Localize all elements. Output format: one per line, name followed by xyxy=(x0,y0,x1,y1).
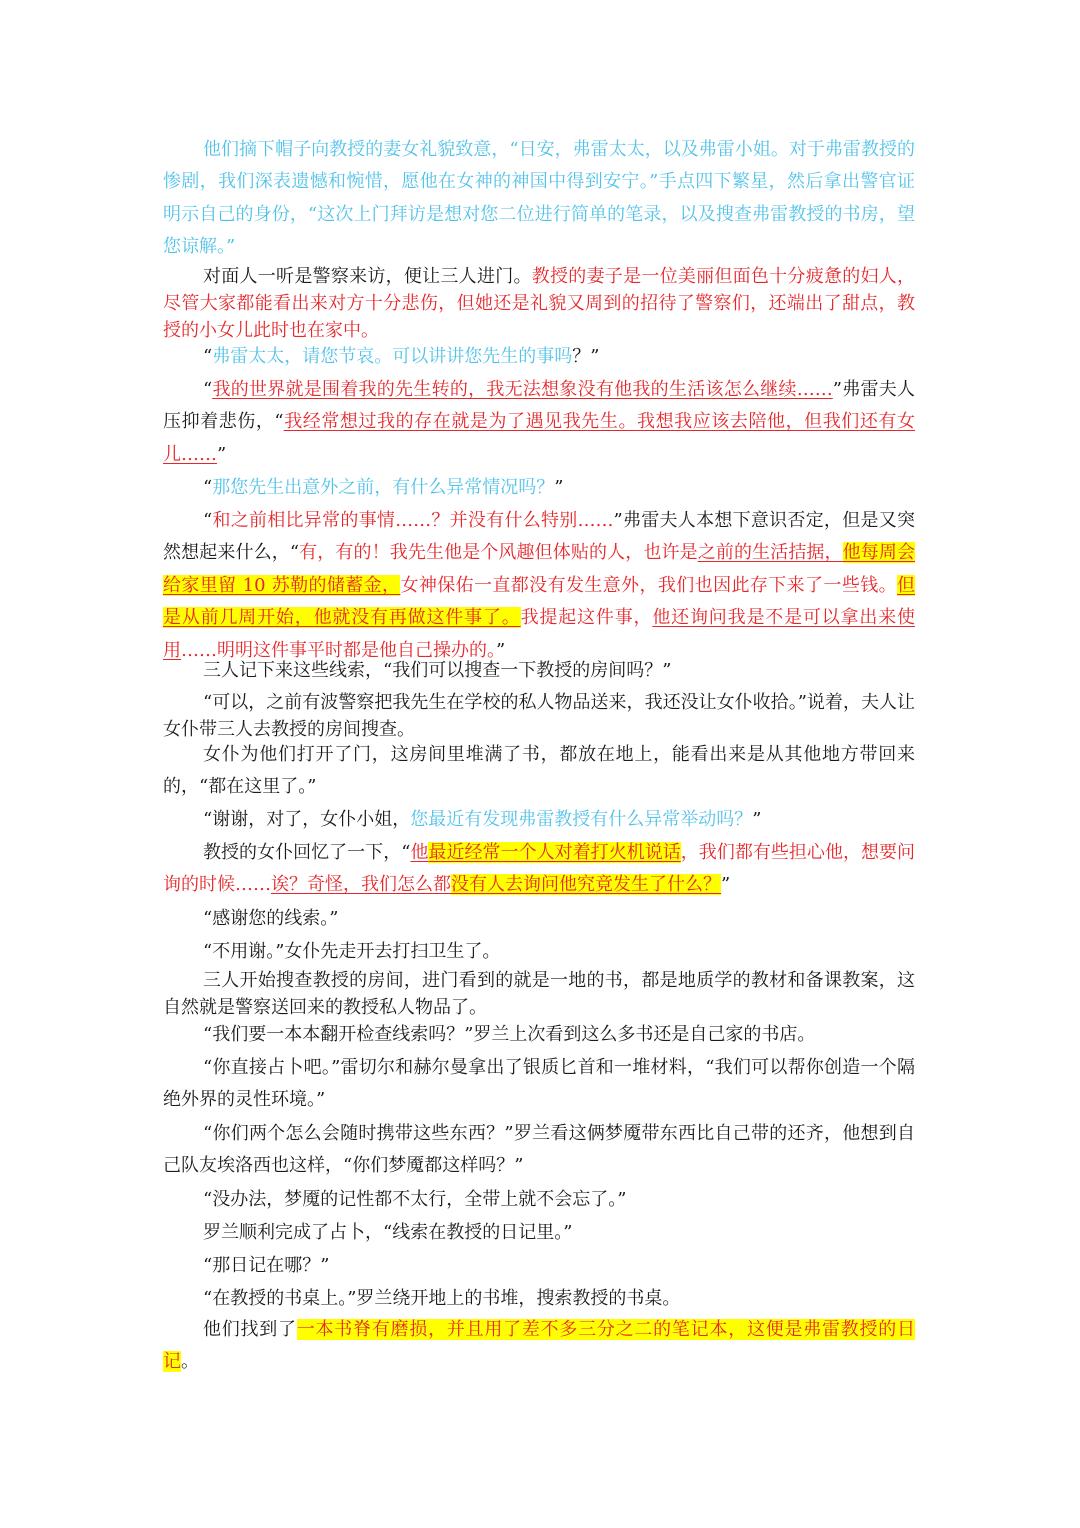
text-segment: 之前的生活拮据， xyxy=(697,542,843,564)
text-segment: ” xyxy=(217,443,227,465)
text-segment: 。 xyxy=(181,1351,199,1373)
text-segment: 弗雷太太，请您节哀。可以讲讲您先生的事吗 xyxy=(212,346,573,367)
paragraph xyxy=(163,1250,915,1282)
text-segment: “你直接占卜吧。”雷切尔和赫尔曼拿出了银质匕首和一堆材料，“我们可以帮你创造一个隔绝外界的灵性环境。” xyxy=(163,1057,915,1111)
text-segment: “感谢您的线索。” xyxy=(203,908,339,929)
text-segment: “你们两个怎么会随时携带这些东西？”罗兰看这俩梦魇带东西比自己带的还齐，他想到自己队友埃洛西也这样，“你们梦魇都这样吗？” xyxy=(163,1123,915,1177)
paragraph xyxy=(163,1184,915,1216)
paragraph xyxy=(163,804,915,836)
text-segment: ” xyxy=(721,874,731,896)
text-segment: 他们摘下帽子向教授的妻女礼貌致意，“日安，弗雷太太，以及弗雷小姐。对于弗雷教授的惨剧，我们深表遗憾和惋惜，愿他在女神的神国中得到安宁。”手点四下繁星，然后拿出警官证明示自己的身份，“这次上门拜访是想对您二位进行简单的笔录，以及搜查弗雷教授的书房，望您谅解。” xyxy=(163,139,915,258)
text-segment: 没有人去询问他究竟发生了什么？ xyxy=(451,874,721,896)
paragraph xyxy=(163,1118,915,1183)
text-segment: “在教授的书桌上。”罗兰绕开地上的书堆，搜索教授的书桌。 xyxy=(203,1288,681,1309)
text-segment: 罗兰顺利完成了占卜，“线索在教授的日记里。” xyxy=(203,1222,573,1243)
paragraph xyxy=(163,1217,915,1249)
text-segment: 和之前相比异常的事情……？并没有什么特别…… xyxy=(212,510,614,531)
paragraph xyxy=(163,505,915,667)
paragraph xyxy=(163,689,915,743)
paragraph xyxy=(163,1314,915,1379)
text-segment: ？” xyxy=(572,346,600,367)
text-segment: “可以，之前有波警察把我先生在学校的私人物品送来，我还没让女仆收拾。”说着，夫人让女仆带三人去教授的房间搜查。 xyxy=(163,692,915,740)
text-segment: 他 xyxy=(410,842,429,863)
text-segment: 三人记下来这些线索，“我们可以搜查一下教授的房间吗？” xyxy=(203,660,672,681)
paragraph xyxy=(163,967,915,1021)
text-segment: “没办法，梦魇的记性都不太行，全带上就不会忘了。” xyxy=(203,1189,627,1210)
paragraph xyxy=(163,837,915,902)
text-segment: ” xyxy=(752,809,762,830)
text-segment: 但是从前几周开始，他就没有再做这件事了。 xyxy=(163,574,915,629)
text-segment: ，我们都有些担心他，想要问询的时候…… xyxy=(163,842,916,896)
paragraph xyxy=(163,1052,915,1117)
text-segment: ……明明这件事平时都是他自己操办的。 xyxy=(181,639,496,661)
text-segment: 他们找到了 xyxy=(203,1319,297,1340)
paragraph xyxy=(163,472,915,504)
paragraph xyxy=(163,1283,915,1315)
text-segment: “ xyxy=(203,510,213,531)
text-segment: 教授的女仆回忆了一下，“ xyxy=(203,842,411,863)
text-segment: 教授的妻子是一位美丽但面色十分疲惫的妇人，尽管大家都能看出来对方十分悲伤，但她还是礼貌又周到的招待了警察们，还端出了甜点，教授的小女儿此时也在家中。 xyxy=(163,266,916,341)
text-segment: ”弗雷夫人本想下意识否定，但是又突然想起来什么，“ xyxy=(163,510,915,564)
paragraph xyxy=(163,936,915,968)
text-segment: “ xyxy=(203,346,213,367)
paragraph xyxy=(163,1019,915,1051)
paragraph xyxy=(163,903,915,935)
text-segment: 他还询问我是不是可以拿出来使用 xyxy=(163,607,916,661)
text-segment: 我提起这件事， xyxy=(520,607,653,629)
text-segment: 有，有的！我先生他是个风趣但体贴的人，也许是 xyxy=(299,542,698,564)
text-segment: 我经常想过我的存在就是为了遇见我先生。我想我应该去陪他，但我们还有女儿…… xyxy=(163,411,915,465)
text-segment: “ xyxy=(203,477,213,498)
text-segment: 一本书脊有磨损，并且用了差不多三分之二的笔记本，这便是弗雷教授的日记 xyxy=(163,1319,916,1373)
text-segment: 女仆为他们打开了门，这房间里堆满了书，都放在地上，能看出来是从其他地方带回来的，“都在这里了。” xyxy=(163,744,915,798)
text-segment: 女神保佑一直都没有发生意外，我们也因此存下来了一些钱。 xyxy=(400,574,897,596)
paragraph xyxy=(163,374,915,471)
text-segment: 对面人一听是警察来访，便让三人进门。 xyxy=(203,266,532,287)
paragraph xyxy=(163,655,915,687)
text-segment: 您最近有发现弗雷教授有什么异常举动吗？ xyxy=(410,809,753,830)
text-segment: 我的世界就是围着我的先生转的，我无法想象没有他我的生活该怎么继续…… xyxy=(212,379,833,400)
paragraph xyxy=(163,739,915,804)
text-segment: “我们要一本本翻开检查线索吗？”罗兰上次看到这么多书还是自己家的书店。 xyxy=(203,1024,816,1045)
text-segment: ”弗雷夫人压抑着悲伤，“ xyxy=(163,379,916,433)
paragraph xyxy=(163,134,915,264)
text-segment: 最近经常一个人对着打火机说话 xyxy=(428,842,681,863)
text-segment: ” xyxy=(554,477,564,498)
text-segment: 诶？奇怪，我们怎么都 xyxy=(271,874,451,896)
text-segment: “谢谢，对了，女仆小姐， xyxy=(203,809,411,830)
text-segment: “ xyxy=(203,379,213,400)
text-segment: ” xyxy=(496,639,506,661)
paragraph xyxy=(163,341,915,373)
text-segment: “那日记在哪？” xyxy=(203,1255,330,1276)
text-segment: 三人开始搜查教授的房间，进门看到的就是一地的书，都是地质学的教材和备课教案，这自然就是警察送回来的教授私人物品了。 xyxy=(163,970,915,1018)
text-segment: “不用谢。”女仆先走开去打扫卫生了。 xyxy=(203,941,501,962)
text-segment: 那您先生出意外之前，有什么异常情况吗？ xyxy=(212,477,555,498)
paragraph xyxy=(163,263,915,344)
text-segment: 他每周会给家里留 10 苏勒的储蓄金， xyxy=(163,542,916,596)
